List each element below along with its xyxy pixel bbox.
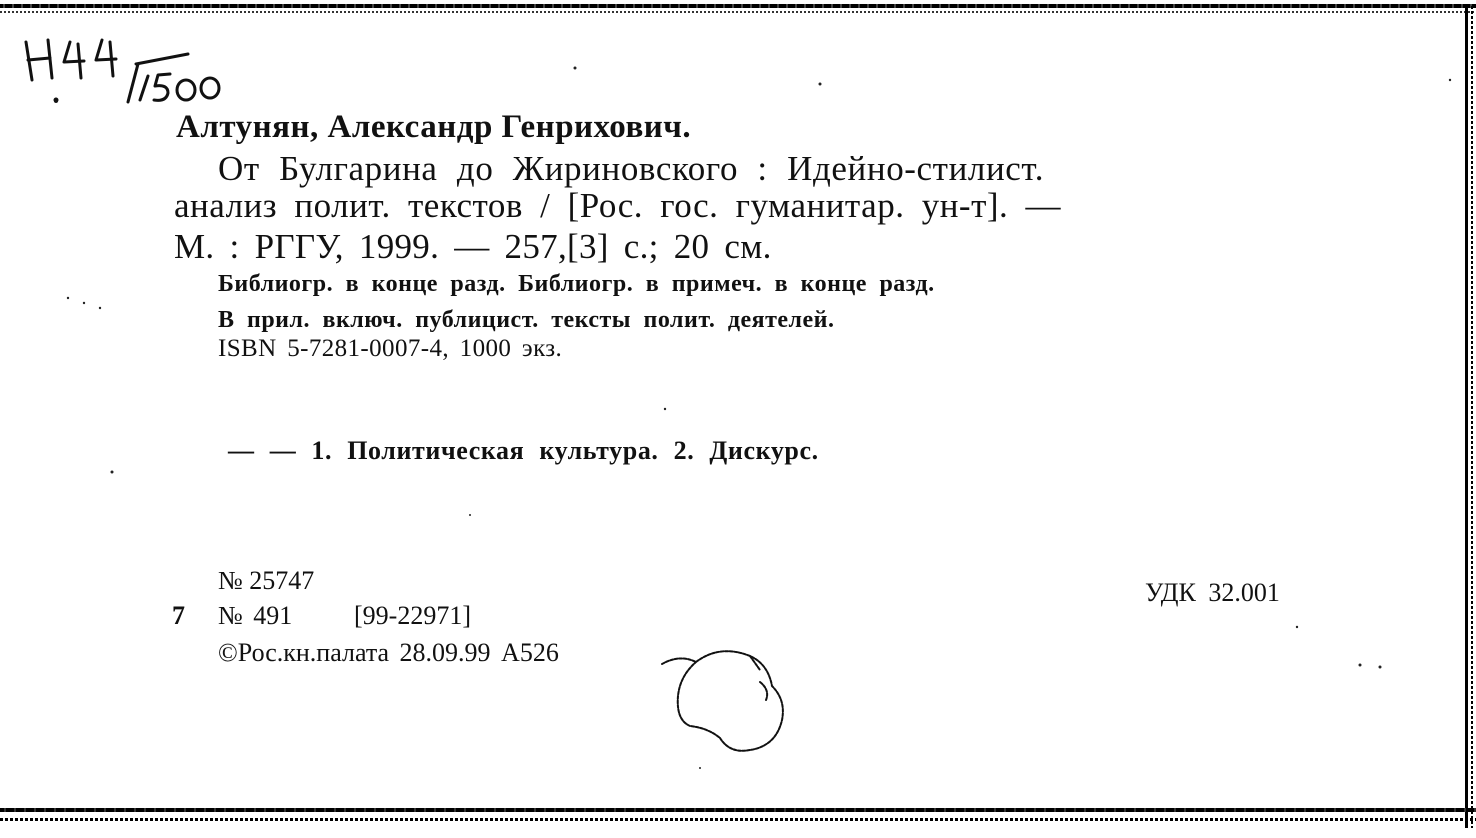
ink-loop-mark bbox=[600, 630, 810, 770]
isbn-line: ISBN 5-7281-0007-4, 1000 экз. bbox=[218, 335, 563, 362]
registration-number: № 25747 bbox=[218, 566, 315, 595]
title-line-2: анализ полит. текстов / [Рос. гос. гуманитар. ун-т]. — bbox=[174, 186, 1062, 225]
title-line-1: От Булгарина до Жириновского : Идейно-стилист. bbox=[218, 149, 1045, 188]
card-sequence-number: 7 bbox=[172, 601, 185, 630]
author-heading: Алтунян, Александр Генрихович. bbox=[176, 109, 692, 145]
handwritten-shelf-mark bbox=[18, 30, 238, 110]
bibliography-note: Библиогр. в конце разд. Библиогр. в примеч. в конце разд. bbox=[218, 271, 935, 297]
chamber-code: [99-22971] bbox=[354, 601, 471, 630]
udk-classification: УДК 32.001 bbox=[1145, 578, 1280, 607]
card-number: № 491 bbox=[218, 601, 293, 630]
book-chamber-stamp: ©Рос.кн.палата 28.09.99 A526 bbox=[218, 638, 559, 667]
subject-headings: — — 1. Политическая культура. 2. Дискурс. bbox=[228, 436, 819, 465]
appendix-note: В прил. включ. публицист. тексты полит. деятелей. bbox=[218, 307, 835, 333]
imprint-line: М. : РГГУ, 1999. — 257,[3] с.; 20 см. bbox=[174, 227, 772, 266]
